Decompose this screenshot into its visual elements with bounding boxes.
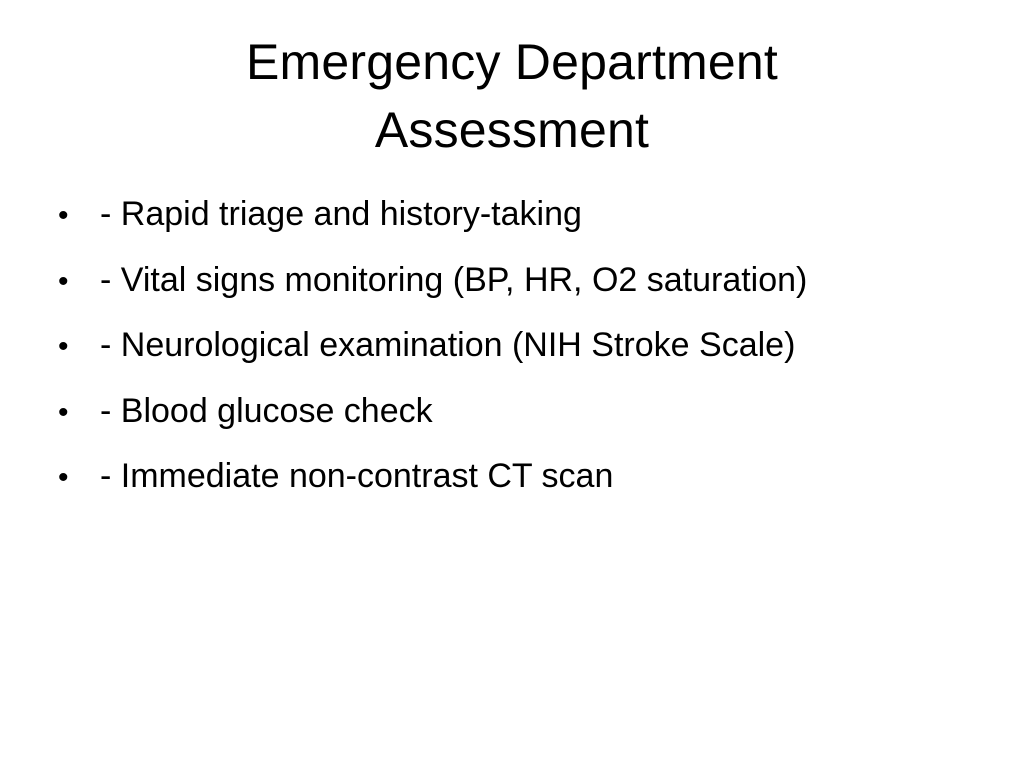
bullet-list <box>58 190 978 518</box>
list-item <box>58 321 978 387</box>
list-item <box>58 190 978 256</box>
bullet-icon: • <box>58 264 69 298</box>
list-item <box>58 256 978 322</box>
list-item <box>58 452 978 518</box>
title-line-2: Assessment <box>374 102 650 158</box>
bullet-text: - Blood glucose check <box>100 391 433 430</box>
bullet-icon: • <box>58 330 69 363</box>
bullet-icon: • <box>58 395 69 429</box>
slide-title <box>60 28 964 164</box>
bullet-text: - Immediate non-contrast CT scan <box>100 457 614 495</box>
bullet-text: - Rapid triage and history-taking <box>100 195 582 233</box>
bullet-icon: • <box>58 199 69 232</box>
bullet-text: - Vital signs monitoring (BP, HR, O2 saturation) <box>100 260 808 299</box>
bullet-icon: • <box>58 461 69 494</box>
title-line-1: Emergency Department <box>245 34 778 90</box>
list-item <box>58 387 978 453</box>
bullet-text: - Neurological examination (NIH Stroke Scale) <box>100 326 796 364</box>
